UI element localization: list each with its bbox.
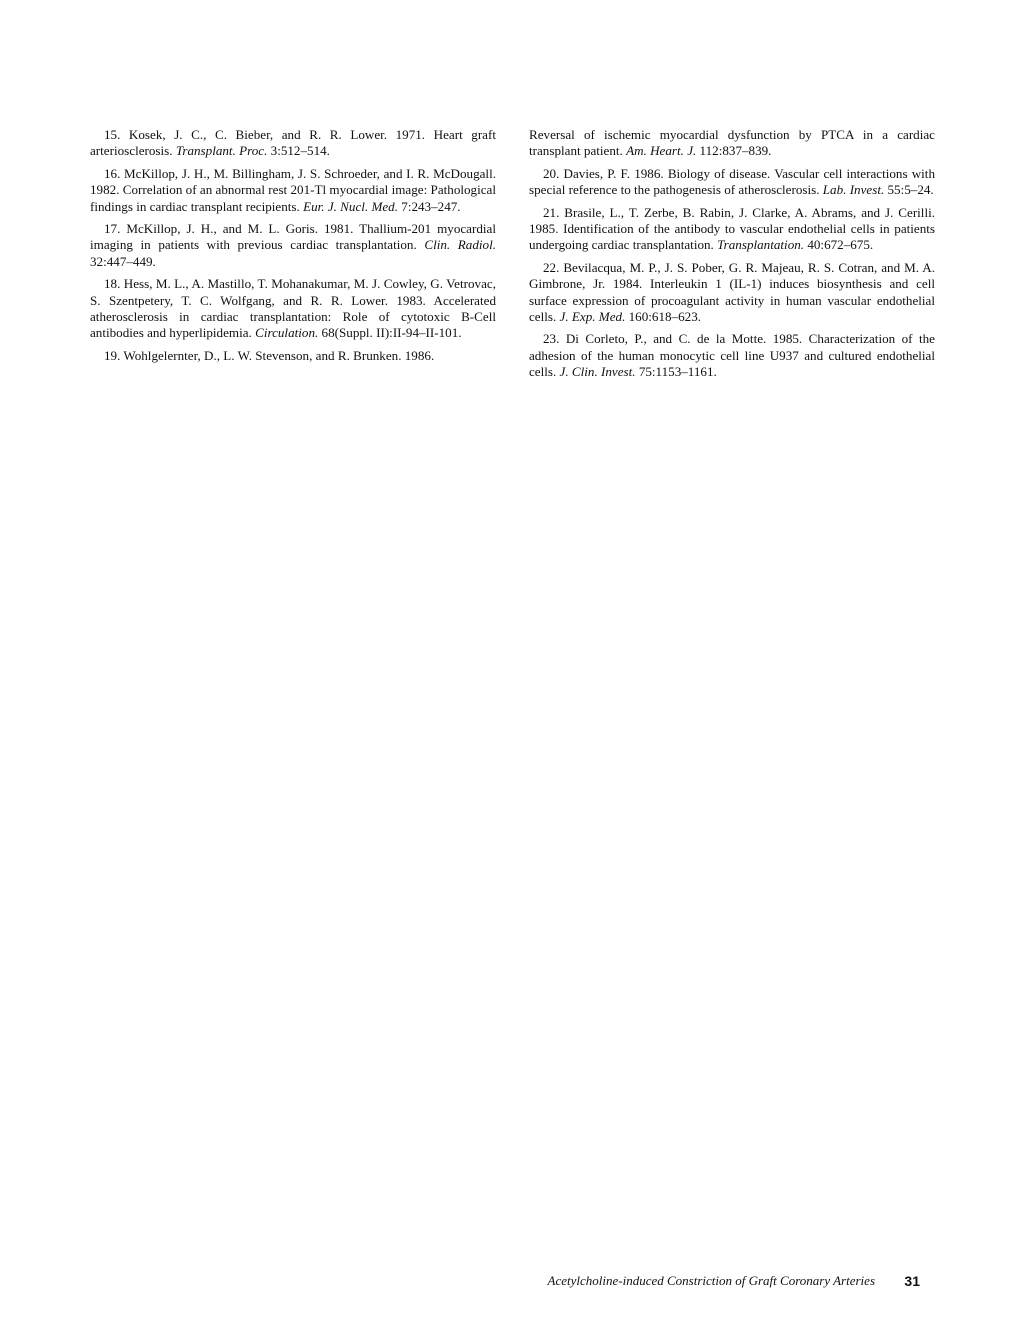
reference-text: 7:243–247. xyxy=(398,198,461,214)
reference-entry xyxy=(90,348,496,364)
reference-text: 20. Davies, P. F. 1986. Biology of disease. Vascular cell interactions with special reference to the pathogenesis of atherosclerosis. xyxy=(529,165,935,198)
reference-text: 40:672–675. xyxy=(804,237,874,253)
reference-text: Reversal of ischemic myocardial dysfunction by PTCA in a cardiac transplant patient. xyxy=(529,127,935,159)
reference-text: 32:447–449. xyxy=(90,253,156,269)
reference-text: 112:837–839. xyxy=(696,143,772,159)
reference-journal-title: Clin. Radiol. xyxy=(424,237,496,253)
reference-journal-title: Eur. J. Nucl. Med. xyxy=(303,198,398,214)
reference-entry xyxy=(529,205,935,254)
page-number: 31 xyxy=(904,1273,920,1289)
reference-text: 55:5–24. xyxy=(884,182,934,198)
reference-entry xyxy=(90,127,496,160)
reference-text: 23. Di Corleto, P., and C. de la Motte. 1985. Characterization of the adhesion of the human monocytic cell line U937 and cultured endothelial cells. xyxy=(529,331,935,380)
reference-entry xyxy=(90,166,496,215)
reference-journal-title: J. Exp. Med. xyxy=(559,309,626,325)
reference-text: 16. McKillop, J. H., M. Billingham, J. S. Schroeder, and I. R. McDougall. 1982. Correlation of an abnormal rest 201-Tl myocardial image: Pathological findings in cardiac transplant recipients. xyxy=(90,165,496,214)
reference-entry xyxy=(90,276,496,342)
reference-journal-title: Transplant. Proc. xyxy=(175,143,268,159)
reference-journal-title: Transplantation. xyxy=(717,237,805,253)
reference-journal-title: J. Clin. Invest. xyxy=(559,364,636,380)
reference-journal-title: Am. Heart. J. xyxy=(626,143,697,159)
reference-entry xyxy=(529,127,935,160)
reference-text: 22. Bevilacqua, M. P., J. S. Pober, G. R. Majeau, R. S. Cotran, and M. A. Gimbrone, Jr. 1984. Interleukin 1 (IL-1) induces biosynthesis and cell surface expression of procoagulant activity in human vascular endothelial cells. xyxy=(529,259,935,325)
reference-text: 19. Wohlgelernter, D., L. W. Stevenson, and R. Brunken. 1986. xyxy=(104,347,435,363)
reference-entry xyxy=(529,260,935,326)
reference-journal-title: Circulation. xyxy=(255,325,319,341)
reference-list-left-column xyxy=(90,127,496,370)
reference-entry xyxy=(529,331,935,380)
running-title: Acetylcholine-induced Constriction of Graft Coronary Arteries xyxy=(547,1273,875,1288)
reference-entry xyxy=(90,221,496,270)
reference-text: 18. Hess, M. L., A. Mastillo, T. Mohanakumar, M. J. Cowley, G. Vetrovac, S. Szentpetery, T. C. Wolfgang, and R. R. Lower. 1983. Accelerated atherosclerosis in cardiac transplantation: Role of cytotoxic B-Cell antibodies and hyperlipidemia. xyxy=(90,276,496,341)
reference-text: 17. McKillop, J. H., and M. L. Goris. 1981. Thallium-201 myocardial imaging in patients with previous cardiac transplantation. xyxy=(90,221,496,253)
reference-text: 3:512–514. xyxy=(267,143,330,159)
reference-journal-title: Lab. Invest. xyxy=(822,182,885,198)
reference-list-right-column xyxy=(529,127,935,387)
reference-text: 15. Kosek, J. C., C. Bieber, and R. R. Lower. 1971. Heart graft arteriosclerosis. xyxy=(90,127,496,159)
reference-text: 75:1153–1161. xyxy=(635,364,717,380)
reference-entry xyxy=(529,166,935,199)
reference-text: 68(Suppl. II):II-94–II-101. xyxy=(318,325,462,341)
reference-text: 21. Brasile, L., T. Zerbe, B. Rabin, J. Clarke, A. Abrams, and J. Cerilli. 1985. Identification of the antibody to vascular endothelial cells in patients undergoing cardiac transplantation. xyxy=(529,204,935,253)
reference-text: 160:618–623. xyxy=(625,309,702,325)
